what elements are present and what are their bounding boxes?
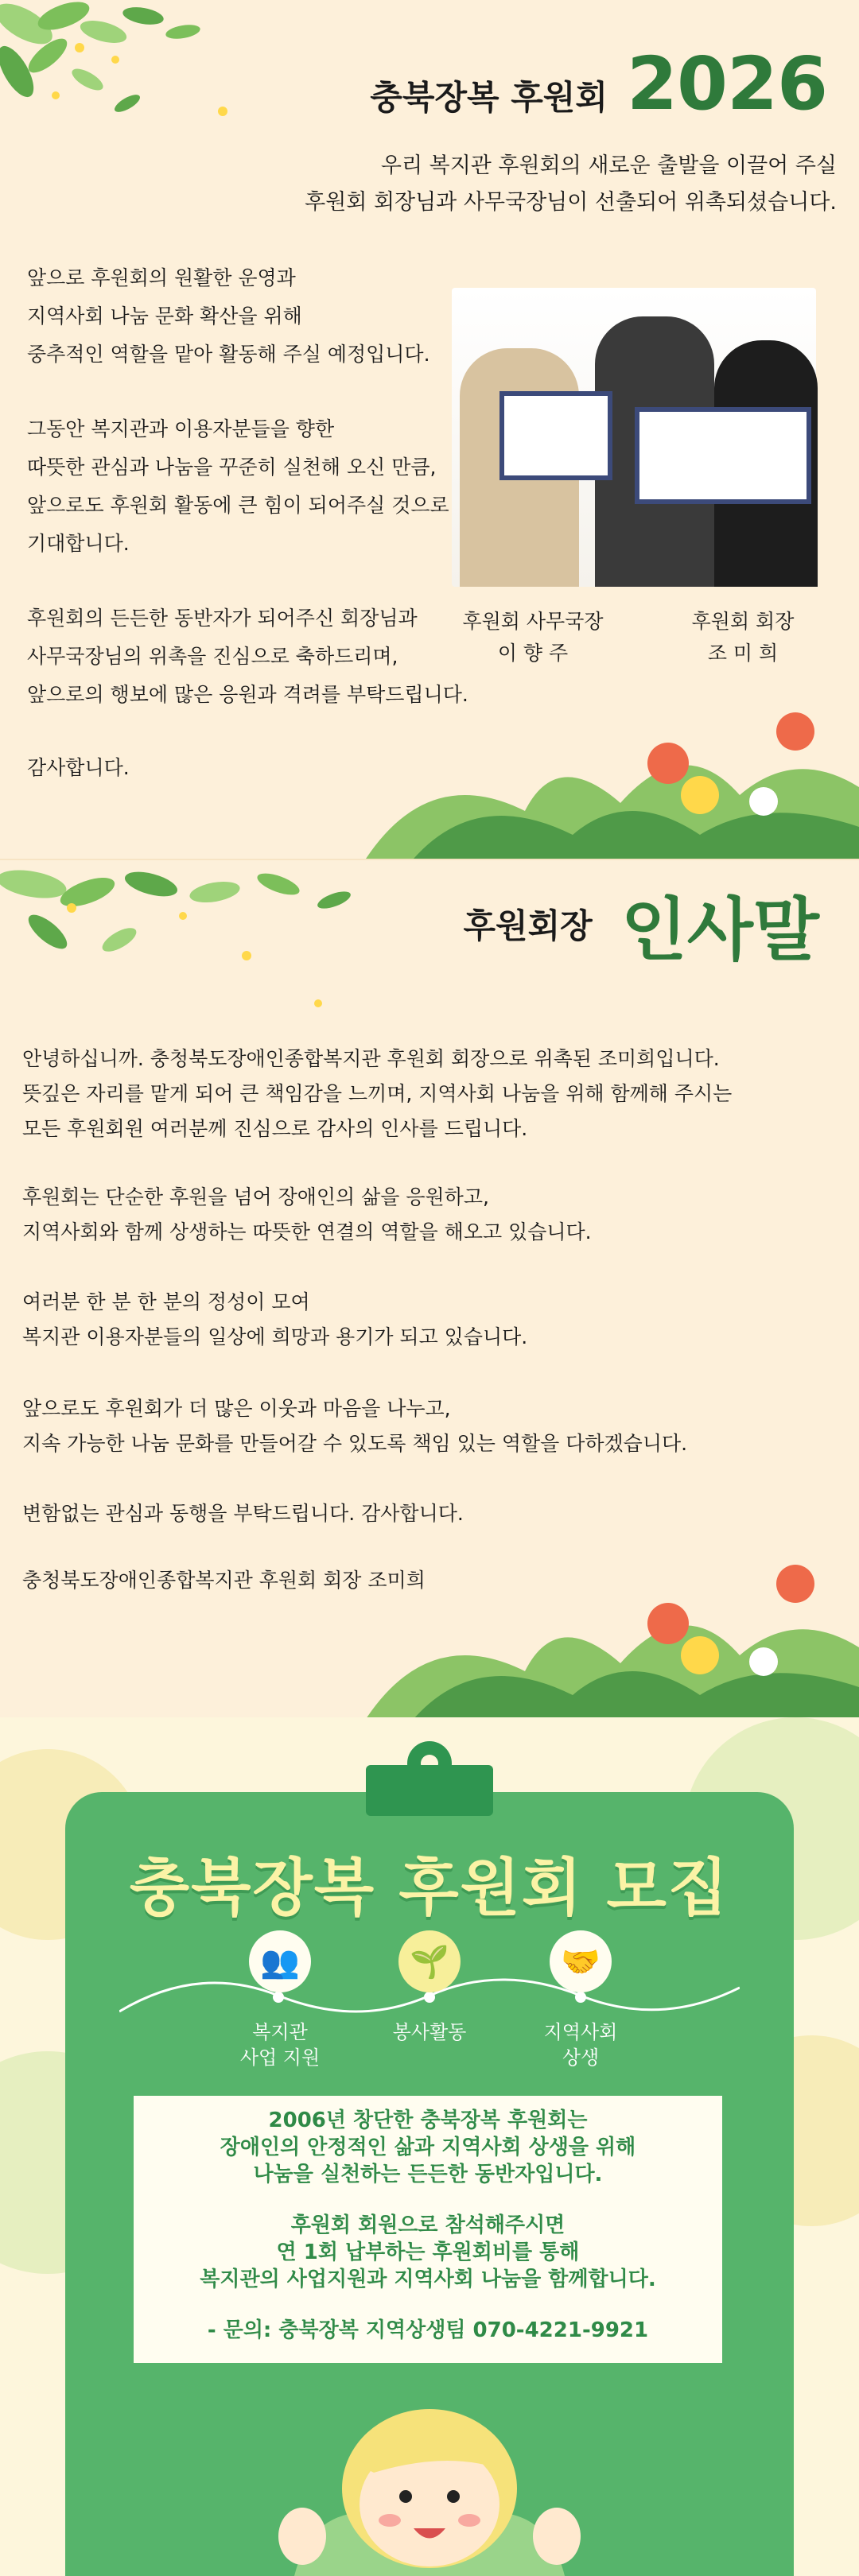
paragraph-2: [27, 410, 449, 563]
text-line: 지역사회 나눔 문화 확산을 위해: [27, 305, 302, 328]
people-icon: 👥: [249, 1930, 311, 1992]
flowers-decoration: [366, 700, 859, 859]
text-line: 사무국장님의 위촉을 진심으로 축하드리며,: [27, 645, 398, 668]
page-title: [370, 41, 827, 126]
caption-name: 조 미 희: [707, 642, 779, 665]
title-year: 2026: [626, 41, 827, 126]
intro-line: 후원회 회장님과 사무국장님이 선출되어 위촉되셨습니다.: [305, 190, 837, 215]
feature-label-line: 상생: [562, 2046, 600, 2069]
info-line: 장애인의 안정적인 삶과 지역사회 상생을 위해: [220, 2136, 636, 2159]
text-line: 후원회의 든든한 동반자가 되어주신 회장님과: [27, 607, 418, 630]
text-line: 지역사회와 함께 상생하는 따뜻한 연결의 역할을 해오고 있습니다.: [22, 1220, 592, 1243]
text-line: 충청북도장애인종합복지관 후원회 회장 조미희: [22, 1569, 426, 1592]
text-line: 그동안 복지관과 이용자분들을 향한: [27, 417, 335, 440]
greeting-title: [463, 875, 819, 973]
intro-line: 우리 복지관 후원회의 새로운 출발을 이끌어 주실: [380, 153, 837, 178]
greeting-paragraph: [22, 1496, 464, 1531]
text-line: 모든 후원회원 여러분께 진심으로 감사의 인사를 드립니다.: [22, 1117, 528, 1140]
text-line: 후원회는 단순한 후원을 넘어 장애인의 삶을 응원하고,: [22, 1185, 489, 1208]
text-line: 변함없는 관심과 동행을 부탁드립니다. 감사합니다.: [22, 1502, 464, 1525]
feature-label: [358, 2019, 501, 2045]
greeting-section: [0, 859, 859, 1719]
feature-label-line: 사업 지원: [239, 2046, 321, 2069]
contact-line: - 문의: 충북장복 지역상생팀 070-4221-9921: [207, 2318, 649, 2342]
info-line: 후원회 회원으로 참석해주시면: [290, 2213, 566, 2237]
text-line: 복지관 이용자분들의 일상에 희망과 용기가 되고 있습니다.: [22, 1325, 528, 1348]
caption-role: 후원회 사무국장: [462, 610, 604, 633]
feature-label-line: 복지관: [252, 2021, 308, 2043]
paragraph-1: [27, 259, 430, 374]
text-line: 지속 가능한 나눔 문화를 만들어갈 수 있도록 책임 있는 역할을 다하겠습니다.: [22, 1432, 688, 1455]
feature-volunteer: [358, 1930, 501, 2045]
flowers-decoration: [366, 1560, 859, 1719]
info-line: 나눔을 실천하는 든든한 동반자입니다.: [253, 2163, 603, 2186]
info-line: 2006년 창단한 충북장복 후원회는: [268, 2109, 588, 2132]
caption-name: 이 향 주: [497, 642, 569, 665]
certificate-left: [499, 391, 612, 480]
caption-secretary: [453, 606, 612, 669]
caption-president: [663, 606, 822, 669]
greeting-title-big: 인사말: [620, 890, 819, 970]
text-line: 여러분 한 분 한 분의 정성이 모여: [22, 1290, 310, 1313]
text-line: 뜻깊은 자리를 맡게 되어 큰 책임감을 느끼며, 지역사회 나눔을 위해 함께해 주시는: [22, 1082, 733, 1105]
greeting-signature: [22, 1563, 426, 1598]
feature-label: [208, 2019, 352, 2070]
feature-community: [509, 1930, 652, 2070]
text-line: 안녕하십니까. 충청북도장애인종합복지관 후원회 회장으로 위촉된 조미희입니다.: [22, 1047, 720, 1070]
info-line: 복지관의 사업지원과 지역사회 나눔을 함께합니다.: [200, 2268, 656, 2291]
greeting-paragraph: [22, 1391, 687, 1461]
feature-label-line: 지역사회: [543, 2021, 618, 2043]
text-line: 중추적인 역할을 맡아 활동해 주실 예정입니다.: [27, 343, 430, 366]
mascot-illustration: [262, 2377, 597, 2576]
paragraph-3: [27, 599, 468, 714]
leaves-decoration: [0, 860, 366, 1019]
text-line: 앞으로의 행보에 많은 응원과 격려를 부탁드립니다.: [27, 683, 468, 706]
text-line: 앞으로 후원회의 원활한 운영과: [27, 266, 296, 289]
greeting-title-small: 후원회장: [463, 906, 593, 945]
leaves-decoration: [0, 0, 270, 159]
title-text: 충북장복 후원회: [370, 78, 608, 117]
recruitment-title: 충북장복 후원회 모집: [129, 1852, 730, 1924]
intro-text: [305, 148, 837, 221]
feature-label-line: 봉사활동: [392, 2021, 467, 2043]
announcement-section: [0, 0, 859, 859]
text-line: 기대합니다.: [27, 532, 130, 555]
appointment-photo: [452, 288, 816, 587]
handshake-icon: 🤝: [550, 1930, 612, 1992]
text-line: 앞으로도 후원회 활동에 큰 힘이 되어주실 것으로: [27, 494, 449, 517]
feature-label: [509, 2019, 652, 2070]
greeting-paragraph: [22, 1285, 527, 1355]
feature-support: [208, 1930, 352, 2070]
greeting-paragraph: [22, 1042, 732, 1146]
closing-text: 감사합니다.: [27, 756, 130, 779]
sprout-icon: 🌱: [398, 1930, 461, 1992]
text-line: 따뜻한 관심과 나눔을 꾸준히 실천해 오신 만큼,: [27, 456, 437, 479]
info-line: 연 1회 납부하는 후원회비를 통해: [276, 2240, 580, 2264]
certificate-right: [635, 407, 811, 504]
caption-role: 후원회 회장: [691, 610, 795, 633]
text-line: 앞으로도 후원회가 더 많은 이웃과 마음을 나누고,: [22, 1397, 451, 1420]
clip-icon: [366, 1765, 493, 1816]
info-box: [134, 2096, 722, 2363]
greeting-paragraph: [22, 1180, 592, 1250]
